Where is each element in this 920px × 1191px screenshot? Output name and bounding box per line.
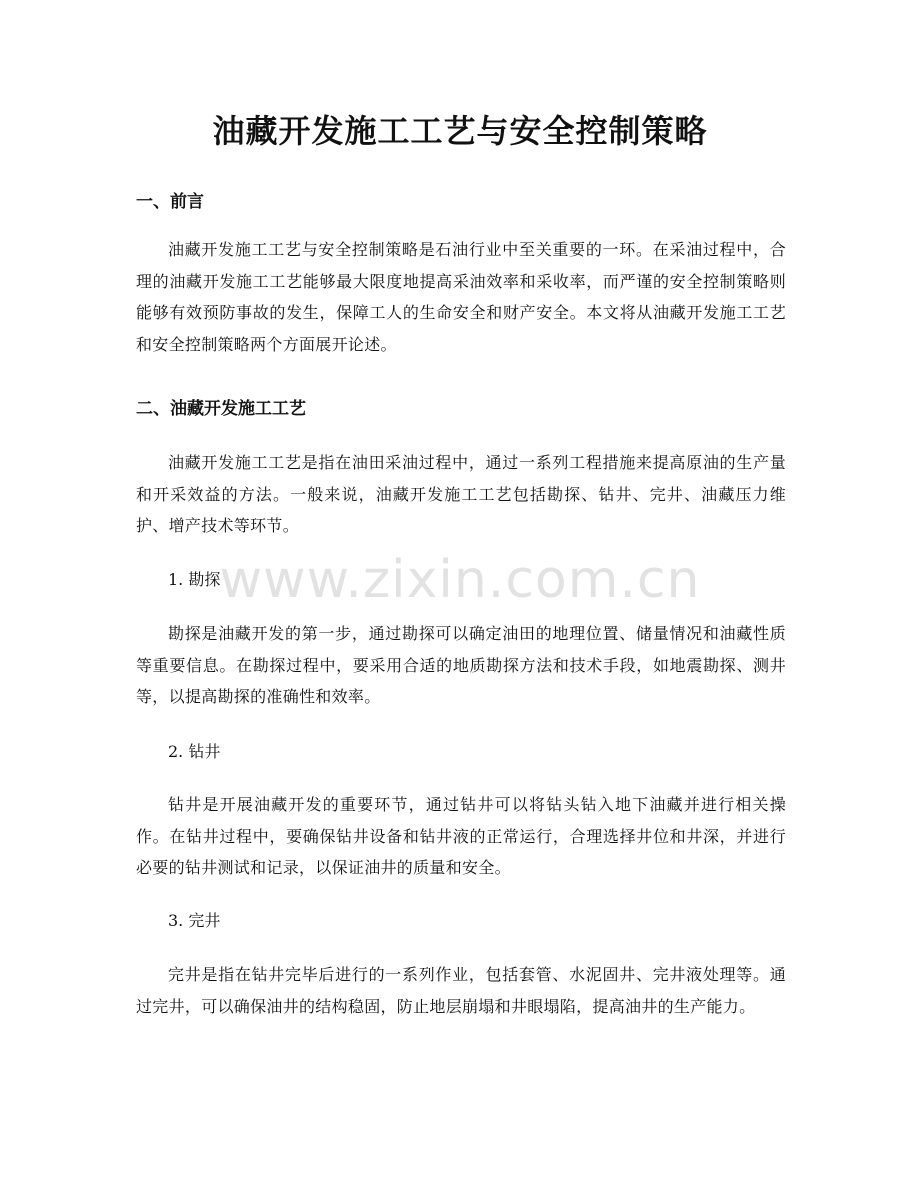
document-title: 油藏开发施工工艺与安全控制策略 [212,112,708,150]
subsection-paragraph-exploration: 勘探是油藏开发的第一步，通过勘探可以确定油田的地理位置、储量情况和油藏性质等重要信息。在勘探过程中，要采用合适的地质勘探方法和技术手段，如地震勘探、测井等，以提高勘探的准确性和效率。 [136,624,786,706]
section-paragraph-preface: 油藏开发施工工艺与安全控制策略是石油行业中至关重要的一环。在采油过程中，合理的油藏开发施工工艺能够最大限度地提高采油效率和采收率，而严谨的安全控制策略则能够有效预防事故的发生，保障工人的生命安全和财产安全。本文将从油藏开发施工工艺和安全控制策略两个方面展开论述。 [136,240,786,354]
subsection-heading-completion: 3. 完井 [168,911,221,930]
subsection-paragraph-completion: 完井是指在钻井完毕后进行的一系列作业，包括套管、水泥固井、完井液处理等。通过完井，可以确保油井的结构稳固，防止地层崩塌和井眼塌陷，提高油井的生产能力。 [136,965,786,1016]
section-heading-preface: 一、前言 [136,192,204,212]
subsection-heading-drilling: 2. 钻井 [168,742,221,761]
watermark: www.zixin.com.cn [219,550,701,610]
section-paragraph-construction-process: 油藏开发施工工艺是指在油田采油过程中，通过一系列工程措施来提高原油的生产量和开采效益的方法。一般来说，油藏开发施工工艺包括勘探、钻井、完井、油藏压力维护、增产技术等环节。 [136,453,786,535]
section-heading-construction-process: 二、油藏开发施工工艺 [136,399,306,419]
subsection-paragraph-drilling: 钻井是开展油藏开发的重要环节，通过钻井可以将钻头钻入地下油藏并进行相关操作。在钻井过程中，要确保钻井设备和钻井液的正常运行，合理选择井位和井深，并进行必要的钻井测试和记录，以保证油井的质量和安全。 [136,795,786,877]
subsection-heading-exploration: 1. 勘探 [168,570,221,589]
